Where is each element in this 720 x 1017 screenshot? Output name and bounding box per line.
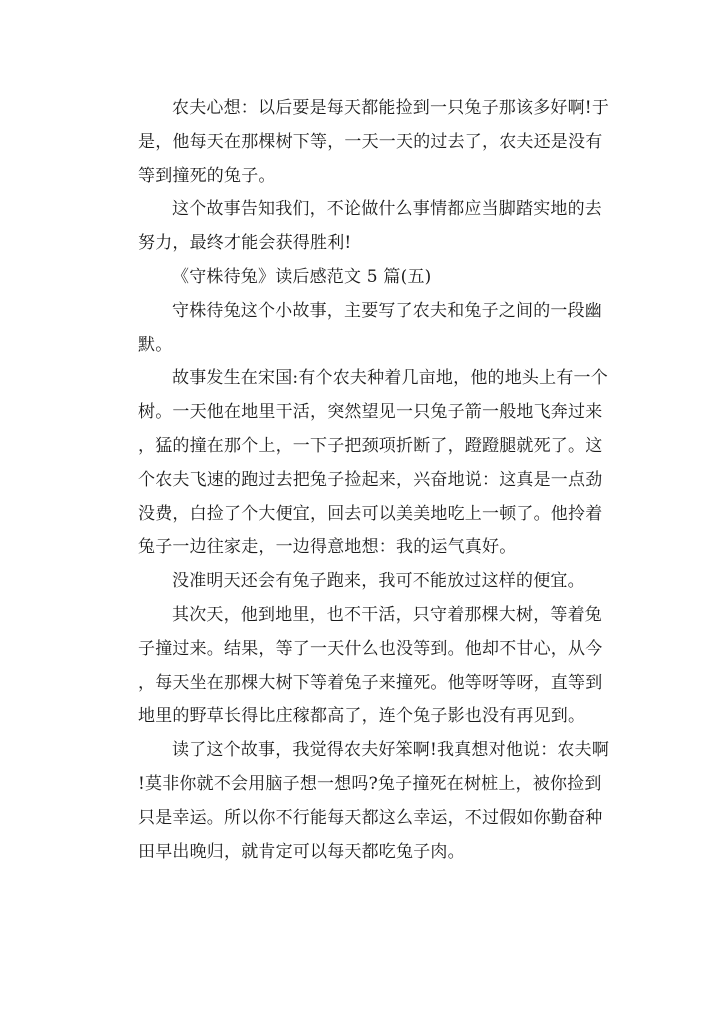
paragraph-summary: 守株待兔这个小故事，主要写了农夫和兔子之间的一段幽默。	[138, 300, 602, 355]
document-body	[138, 92, 610, 869]
paragraph-story: 故事发生在宋国:有个农夫种着几亩地，他的地头上有一个树。一天他在地里干活，突然望见一只兔子箭一般地飞奔过来，猛的撞在那个上，一下子把颈项折断了，蹬蹬腿就死了。这个农夫飞速的跑过去把兔子捡起来，兴奋地说：这真是一点劲没费，白捡了个大便宜，回去可以美美地吃上一顿了。他拎着兔子一边往家走，一边得意地想：我的运气真好。	[138, 368, 608, 558]
paragraph-moral: 这个故事告知我们，不论做什么事情都应当脚踏实地的去努力，最终才能会获得胜利!	[138, 199, 602, 254]
section-heading: 《守株待兔》读后感范文 5 篇(五)	[172, 266, 432, 287]
paragraph-hope: 没准明天还会有兔子跑来，我可不能放过这样的便宜。	[172, 571, 585, 592]
paragraph-farmer-thought: 农夫心想：以后要是每天都能捡到一只兔子那该多好啊!于是，他每天在那棵树下等，一天一天的过去了，农夫还是没有等到撞死的兔子。	[138, 98, 610, 186]
paragraph-reflection: 读了这个故事，我觉得农夫好笨啊!我真想对他说：农夫啊!莫非你就不会用脑子想一想吗?兔子撞死在树桩上，被你捡到只是幸运。所以你不行能每天都这么幸运，不过假如你勤奋种田早出晚归，就肯定可以每天都吃兔子肉。	[138, 740, 610, 862]
paragraph-waiting: 其次天，他到地里，也不干活，只守着那棵大树，等着兔子撞过来。结果，等了一天什么也没等到。他却不甘心，从今，每天坐在那棵大树下等着兔子来撞死。他等呀等呀，直等到地里的野草长得比庄稼都高了，连个兔子影也没有再见到。	[138, 604, 603, 727]
